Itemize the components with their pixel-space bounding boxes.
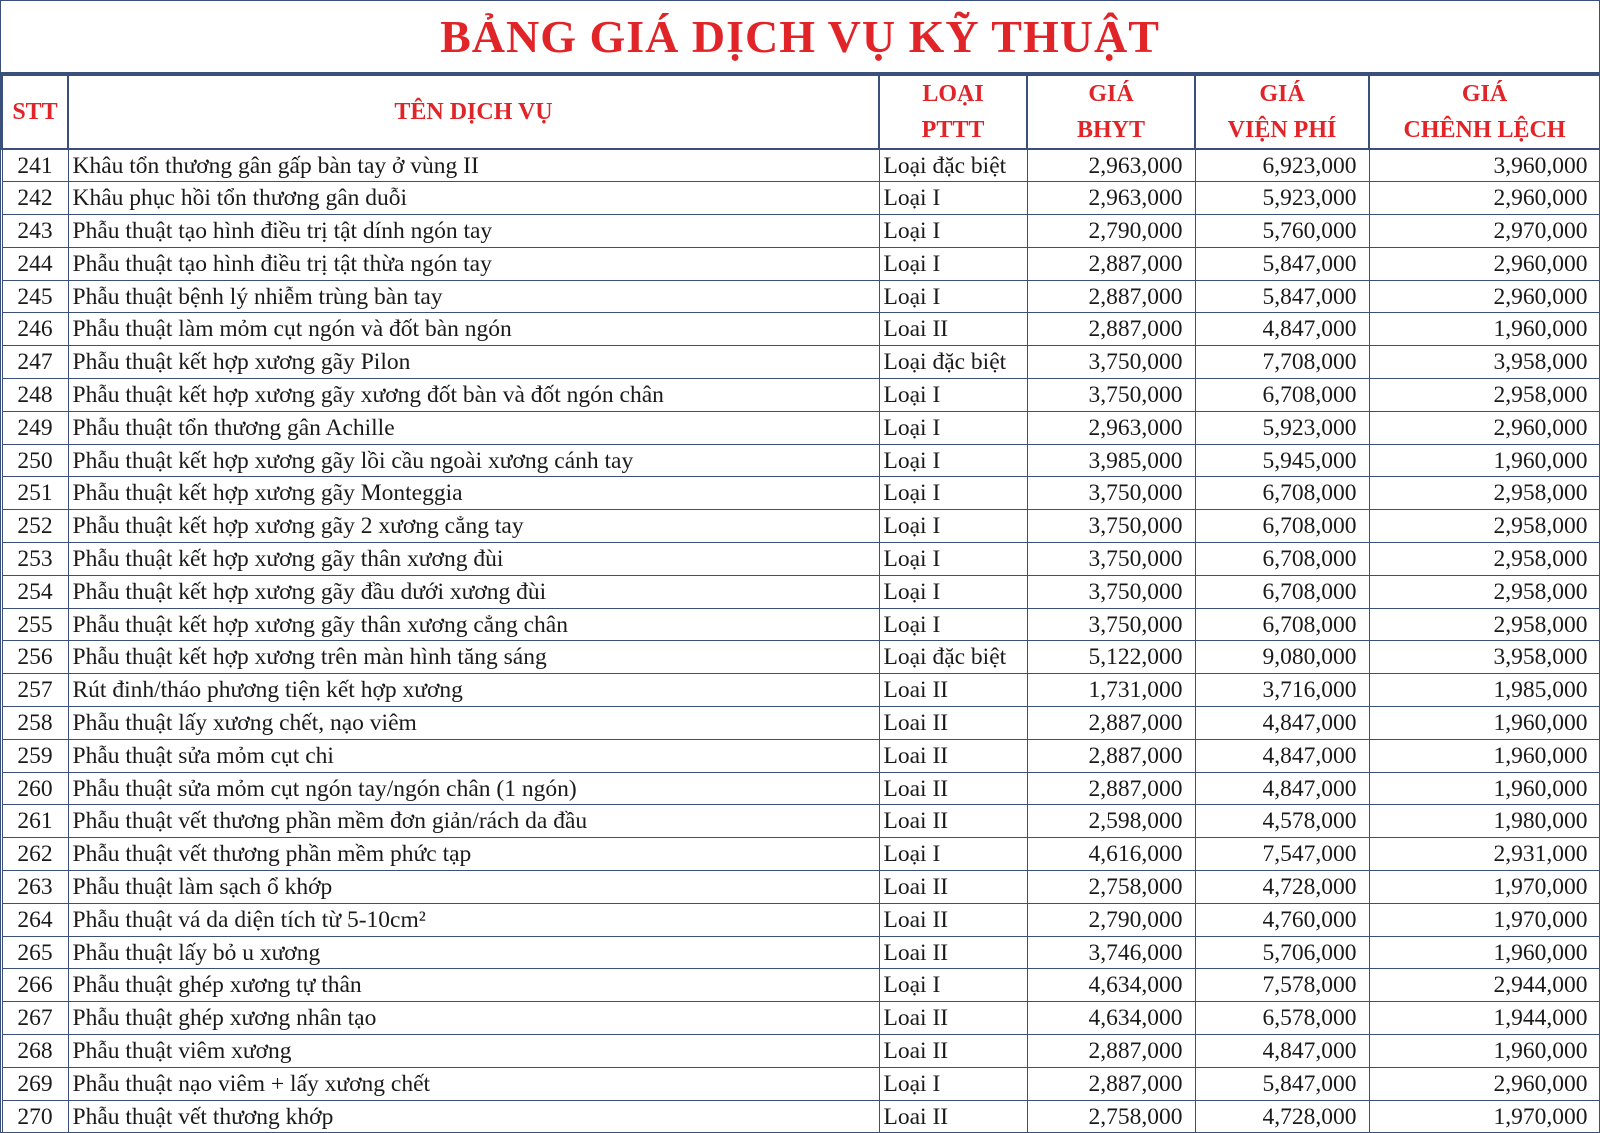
cell-bhyt-price: 2,887,000 <box>1027 1067 1195 1100</box>
cell-bhyt-price: 2,758,000 <box>1027 871 1195 904</box>
cell-stt: 266 <box>2 969 68 1002</box>
cell-bhyt-price: 2,887,000 <box>1027 313 1195 346</box>
cell-surgery-type: Loại đặc biệt <box>879 149 1027 182</box>
cell-surgery-type: Loai II <box>879 871 1027 904</box>
cell-service-name: Phẫu thuật vết thương phần mềm phức tạp <box>68 838 879 871</box>
header-price-difference <box>1369 75 1600 149</box>
cell-service-name: Rút đinh/tháo phương tiện kết hợp xương <box>68 674 879 707</box>
cell-stt: 267 <box>2 1002 68 1035</box>
cell-surgery-type: Loại I <box>879 379 1027 412</box>
cell-stt: 264 <box>2 903 68 936</box>
table-row <box>2 739 1600 772</box>
cell-service-name: Phẫu thuật kết hợp xương gãy lồi cầu ngoài xương cánh tay <box>68 444 879 477</box>
cell-price-difference: 2,958,000 <box>1369 477 1600 510</box>
table-row <box>2 674 1600 707</box>
cell-surgery-type: Loại I <box>879 543 1027 576</box>
table-body <box>2 149 1600 1133</box>
cell-price-difference: 2,960,000 <box>1369 1067 1600 1100</box>
cell-service-name: Phẫu thuật kết hợp xương trên màn hình tăng sáng <box>68 641 879 674</box>
cell-service-name: Phẫu thuật lấy bỏ u xương <box>68 936 879 969</box>
table-row <box>2 969 1600 1002</box>
cell-service-name: Phẫu thuật vết thương phần mềm đơn giản/rách da đầu <box>68 805 879 838</box>
cell-stt: 270 <box>2 1100 68 1133</box>
table-row <box>2 411 1600 444</box>
table-row <box>2 641 1600 674</box>
table-header <box>2 75 1600 149</box>
cell-stt: 241 <box>2 149 68 182</box>
cell-surgery-type: Loại I <box>879 510 1027 543</box>
cell-service-name: Phẫu thuật kết hợp xương gãy 2 xương cẳng tay <box>68 510 879 543</box>
cell-surgery-type: Loại I <box>879 838 1027 871</box>
cell-surgery-type: Loại I <box>879 280 1027 313</box>
cell-stt: 252 <box>2 510 68 543</box>
cell-price-difference: 1,960,000 <box>1369 444 1600 477</box>
cell-hospital-fee: 5,847,000 <box>1195 1067 1369 1100</box>
cell-stt: 268 <box>2 1035 68 1068</box>
header-surgery-type-line1: LOẠI <box>922 81 984 107</box>
cell-service-name: Khâu phục hồi tổn thương gân duỗi <box>68 182 879 215</box>
cell-price-difference: 2,958,000 <box>1369 543 1600 576</box>
cell-bhyt-price: 3,750,000 <box>1027 510 1195 543</box>
cell-hospital-fee: 7,708,000 <box>1195 346 1369 379</box>
cell-hospital-fee: 5,923,000 <box>1195 182 1369 215</box>
table-row <box>2 379 1600 412</box>
cell-price-difference: 1,985,000 <box>1369 674 1600 707</box>
cell-hospital-fee: 6,708,000 <box>1195 575 1369 608</box>
cell-hospital-fee: 6,708,000 <box>1195 608 1369 641</box>
cell-bhyt-price: 1,731,000 <box>1027 674 1195 707</box>
cell-bhyt-price: 3,750,000 <box>1027 477 1195 510</box>
header-service-name: TÊN DỊCH VỤ <box>68 75 879 149</box>
cell-hospital-fee: 4,760,000 <box>1195 903 1369 936</box>
cell-bhyt-price: 4,616,000 <box>1027 838 1195 871</box>
cell-price-difference: 1,980,000 <box>1369 805 1600 838</box>
cell-surgery-type: Loại I <box>879 247 1027 280</box>
cell-stt: 256 <box>2 641 68 674</box>
cell-service-name: Phẫu thuật kết hợp xương gãy Monteggia <box>68 477 879 510</box>
cell-price-difference: 2,970,000 <box>1369 215 1600 248</box>
cell-hospital-fee: 6,708,000 <box>1195 477 1369 510</box>
cell-price-difference: 1,960,000 <box>1369 739 1600 772</box>
cell-hospital-fee: 4,578,000 <box>1195 805 1369 838</box>
cell-price-difference: 2,944,000 <box>1369 969 1600 1002</box>
cell-stt: 244 <box>2 247 68 280</box>
cell-hospital-fee: 7,547,000 <box>1195 838 1369 871</box>
table-row <box>2 1067 1600 1100</box>
header-hospital-fee-line2: VIỆN PHÍ <box>1227 117 1337 143</box>
cell-bhyt-price: 2,598,000 <box>1027 805 1195 838</box>
cell-surgery-type: Loại I <box>879 215 1027 248</box>
cell-service-name: Phẫu thuật tạo hình điều trị tật thừa ngón tay <box>68 247 879 280</box>
cell-stt: 259 <box>2 739 68 772</box>
cell-stt: 249 <box>2 411 68 444</box>
cell-price-difference: 1,960,000 <box>1369 936 1600 969</box>
cell-bhyt-price: 3,746,000 <box>1027 936 1195 969</box>
cell-service-name: Phẫu thuật vết thương khớp <box>68 1100 879 1133</box>
cell-price-difference: 2,958,000 <box>1369 608 1600 641</box>
cell-service-name: Phẫu thuật ghép xương nhân tạo <box>68 1002 879 1035</box>
cell-hospital-fee: 6,923,000 <box>1195 149 1369 182</box>
header-surgery-type-line2: PTTT <box>921 117 985 143</box>
cell-hospital-fee: 6,708,000 <box>1195 510 1369 543</box>
cell-stt: 254 <box>2 575 68 608</box>
cell-bhyt-price: 3,750,000 <box>1027 346 1195 379</box>
price-table <box>1 74 1600 1133</box>
cell-bhyt-price: 2,887,000 <box>1027 247 1195 280</box>
cell-service-name: Phẫu thuật kết hợp xương gãy đầu dưới xương đùi <box>68 575 879 608</box>
cell-stt: 260 <box>2 772 68 805</box>
cell-price-difference: 3,958,000 <box>1369 641 1600 674</box>
cell-stt: 257 <box>2 674 68 707</box>
cell-hospital-fee: 5,847,000 <box>1195 280 1369 313</box>
cell-surgery-type: Loai II <box>879 936 1027 969</box>
cell-bhyt-price: 2,887,000 <box>1027 707 1195 740</box>
cell-bhyt-price: 2,790,000 <box>1027 215 1195 248</box>
table-row <box>2 1100 1600 1133</box>
cell-price-difference: 2,960,000 <box>1369 280 1600 313</box>
cell-service-name: Phẫu thuật làm sạch ổ khớp <box>68 871 879 904</box>
cell-surgery-type: Loai II <box>879 1002 1027 1035</box>
cell-price-difference: 2,960,000 <box>1369 247 1600 280</box>
header-price-difference-line1: GIÁ <box>1461 81 1508 107</box>
header-bhyt-price-line2: BHYT <box>1076 117 1145 143</box>
table-row <box>2 280 1600 313</box>
cell-service-name: Phẫu thuật bệnh lý nhiễm trùng bàn tay <box>68 280 879 313</box>
cell-surgery-type: Loại đặc biệt <box>879 346 1027 379</box>
cell-price-difference: 1,960,000 <box>1369 313 1600 346</box>
cell-bhyt-price: 3,750,000 <box>1027 379 1195 412</box>
cell-bhyt-price: 2,963,000 <box>1027 411 1195 444</box>
page-title: BẢNG GIÁ DỊCH VỤ KỸ THUẬT <box>1 1 1599 74</box>
cell-price-difference: 1,960,000 <box>1369 772 1600 805</box>
cell-surgery-type: Loai II <box>879 805 1027 838</box>
cell-hospital-fee: 5,847,000 <box>1195 247 1369 280</box>
cell-service-name: Phẫu thuật tạo hình điều trị tật dính ngón tay <box>68 215 879 248</box>
cell-hospital-fee: 5,945,000 <box>1195 444 1369 477</box>
cell-stt: 265 <box>2 936 68 969</box>
header-row <box>2 75 1600 149</box>
cell-bhyt-price: 2,887,000 <box>1027 739 1195 772</box>
cell-bhyt-price: 2,887,000 <box>1027 772 1195 805</box>
cell-surgery-type: Loai II <box>879 313 1027 346</box>
cell-surgery-type: Loai II <box>879 1035 1027 1068</box>
cell-price-difference: 2,960,000 <box>1369 411 1600 444</box>
table-row <box>2 903 1600 936</box>
cell-hospital-fee: 9,080,000 <box>1195 641 1369 674</box>
cell-surgery-type: Loại đặc biệt <box>879 641 1027 674</box>
cell-service-name: Phẫu thuật sửa mỏm cụt chi <box>68 739 879 772</box>
cell-price-difference: 2,958,000 <box>1369 575 1600 608</box>
cell-bhyt-price: 3,750,000 <box>1027 575 1195 608</box>
cell-surgery-type: Loại I <box>879 411 1027 444</box>
cell-surgery-type: Loai II <box>879 1100 1027 1133</box>
cell-hospital-fee: 6,708,000 <box>1195 379 1369 412</box>
header-bhyt-price <box>1027 75 1195 149</box>
cell-bhyt-price: 2,887,000 <box>1027 1035 1195 1068</box>
cell-surgery-type: Loại I <box>879 444 1027 477</box>
cell-hospital-fee: 4,847,000 <box>1195 739 1369 772</box>
cell-service-name: Phẫu thuật viêm xương <box>68 1035 879 1068</box>
header-hospital-fee <box>1195 75 1369 149</box>
cell-hospital-fee: 4,847,000 <box>1195 313 1369 346</box>
table-row <box>2 182 1600 215</box>
cell-hospital-fee: 4,728,000 <box>1195 1100 1369 1133</box>
cell-surgery-type: Loai II <box>879 739 1027 772</box>
table-row <box>2 805 1600 838</box>
cell-stt: 247 <box>2 346 68 379</box>
cell-hospital-fee: 3,716,000 <box>1195 674 1369 707</box>
cell-service-name: Phẫu thuật kết hợp xương gãy xương đốt bàn và đốt ngón chân <box>68 379 879 412</box>
table-row <box>2 871 1600 904</box>
cell-stt: 246 <box>2 313 68 346</box>
table-row <box>2 575 1600 608</box>
cell-bhyt-price: 3,750,000 <box>1027 543 1195 576</box>
cell-stt: 269 <box>2 1067 68 1100</box>
cell-price-difference: 1,944,000 <box>1369 1002 1600 1035</box>
header-stt: STT <box>2 75 68 149</box>
cell-service-name: Phẫu thuật sửa mỏm cụt ngón tay/ngón chân (1 ngón) <box>68 772 879 805</box>
cell-service-name: Phẫu thuật tổn thương gân Achille <box>68 411 879 444</box>
cell-service-name: Phẫu thuật kết hợp xương gãy Pilon <box>68 346 879 379</box>
cell-bhyt-price: 4,634,000 <box>1027 969 1195 1002</box>
table-row <box>2 313 1600 346</box>
header-bhyt-price-line1: GIÁ <box>1088 81 1134 107</box>
cell-service-name: Phẫu thuật ghép xương tự thân <box>68 969 879 1002</box>
table-row <box>2 772 1600 805</box>
cell-bhyt-price: 2,887,000 <box>1027 280 1195 313</box>
cell-bhyt-price: 3,985,000 <box>1027 444 1195 477</box>
cell-surgery-type: Loại I <box>879 969 1027 1002</box>
cell-bhyt-price: 4,634,000 <box>1027 1002 1195 1035</box>
cell-bhyt-price: 2,790,000 <box>1027 903 1195 936</box>
cell-price-difference: 3,960,000 <box>1369 149 1600 182</box>
cell-price-difference: 2,958,000 <box>1369 510 1600 543</box>
table-row <box>2 215 1600 248</box>
cell-surgery-type: Loại I <box>879 477 1027 510</box>
cell-service-name: Phẫu thuật vá da diện tích từ 5-10cm² <box>68 903 879 936</box>
cell-bhyt-price: 5,122,000 <box>1027 641 1195 674</box>
cell-stt: 251 <box>2 477 68 510</box>
table-row <box>2 149 1600 182</box>
cell-bhyt-price: 2,758,000 <box>1027 1100 1195 1133</box>
header-price-difference-line2: CHÊNH LỆCH <box>1403 117 1566 143</box>
cell-stt: 250 <box>2 444 68 477</box>
cell-service-name: Phẫu thuật kết hợp xương gãy thân xương cẳng chân <box>68 608 879 641</box>
cell-service-name: Phẫu thuật nạo viêm + lấy xương chết <box>68 1067 879 1100</box>
cell-stt: 255 <box>2 608 68 641</box>
cell-bhyt-price: 2,963,000 <box>1027 149 1195 182</box>
cell-service-name: Khâu tổn thương gân gấp bàn tay ở vùng II <box>68 149 879 182</box>
cell-stt: 253 <box>2 543 68 576</box>
cell-hospital-fee: 4,847,000 <box>1195 772 1369 805</box>
cell-price-difference: 1,960,000 <box>1369 1035 1600 1068</box>
cell-surgery-type: Loai II <box>879 903 1027 936</box>
cell-surgery-type: Loai II <box>879 772 1027 805</box>
cell-price-difference: 1,970,000 <box>1369 1100 1600 1133</box>
cell-price-difference: 1,960,000 <box>1369 707 1600 740</box>
cell-hospital-fee: 5,923,000 <box>1195 411 1369 444</box>
cell-stt: 243 <box>2 215 68 248</box>
table-row <box>2 444 1600 477</box>
cell-service-name: Phẫu thuật kết hợp xương gãy thân xương đùi <box>68 543 879 576</box>
table-row <box>2 707 1600 740</box>
table-row <box>2 936 1600 969</box>
cell-stt: 242 <box>2 182 68 215</box>
cell-surgery-type: Loại I <box>879 575 1027 608</box>
cell-hospital-fee: 4,847,000 <box>1195 1035 1369 1068</box>
cell-hospital-fee: 6,708,000 <box>1195 543 1369 576</box>
cell-hospital-fee: 5,760,000 <box>1195 215 1369 248</box>
table-row <box>2 346 1600 379</box>
cell-surgery-type: Loại I <box>879 608 1027 641</box>
cell-price-difference: 1,970,000 <box>1369 871 1600 904</box>
table-row <box>2 477 1600 510</box>
header-hospital-fee-line1: GIÁ <box>1259 81 1305 107</box>
cell-price-difference: 2,960,000 <box>1369 182 1600 215</box>
table-row <box>2 838 1600 871</box>
cell-hospital-fee: 5,706,000 <box>1195 936 1369 969</box>
table-row <box>2 510 1600 543</box>
table-row <box>2 543 1600 576</box>
cell-stt: 263 <box>2 871 68 904</box>
cell-hospital-fee: 7,578,000 <box>1195 969 1369 1002</box>
cell-surgery-type: Loại I <box>879 1067 1027 1100</box>
cell-price-difference: 2,958,000 <box>1369 379 1600 412</box>
cell-price-difference: 3,958,000 <box>1369 346 1600 379</box>
cell-hospital-fee: 6,578,000 <box>1195 1002 1369 1035</box>
table-row <box>2 247 1600 280</box>
cell-price-difference: 1,970,000 <box>1369 903 1600 936</box>
cell-bhyt-price: 3,750,000 <box>1027 608 1195 641</box>
cell-hospital-fee: 4,847,000 <box>1195 707 1369 740</box>
cell-stt: 245 <box>2 280 68 313</box>
table-row <box>2 1035 1600 1068</box>
cell-bhyt-price: 2,963,000 <box>1027 182 1195 215</box>
cell-service-name: Phẫu thuật lấy xương chết, nạo viêm <box>68 707 879 740</box>
cell-stt: 262 <box>2 838 68 871</box>
cell-surgery-type: Loai II <box>879 707 1027 740</box>
cell-price-difference: 2,931,000 <box>1369 838 1600 871</box>
cell-surgery-type: Loai II <box>879 674 1027 707</box>
header-surgery-type <box>879 75 1027 149</box>
cell-stt: 248 <box>2 379 68 412</box>
cell-hospital-fee: 4,728,000 <box>1195 871 1369 904</box>
cell-surgery-type: Loại I <box>879 182 1027 215</box>
cell-service-name: Phẫu thuật làm mỏm cụt ngón và đốt bàn ngón <box>68 313 879 346</box>
table-row <box>2 608 1600 641</box>
table-row <box>2 1002 1600 1035</box>
cell-stt: 258 <box>2 707 68 740</box>
cell-stt: 261 <box>2 805 68 838</box>
